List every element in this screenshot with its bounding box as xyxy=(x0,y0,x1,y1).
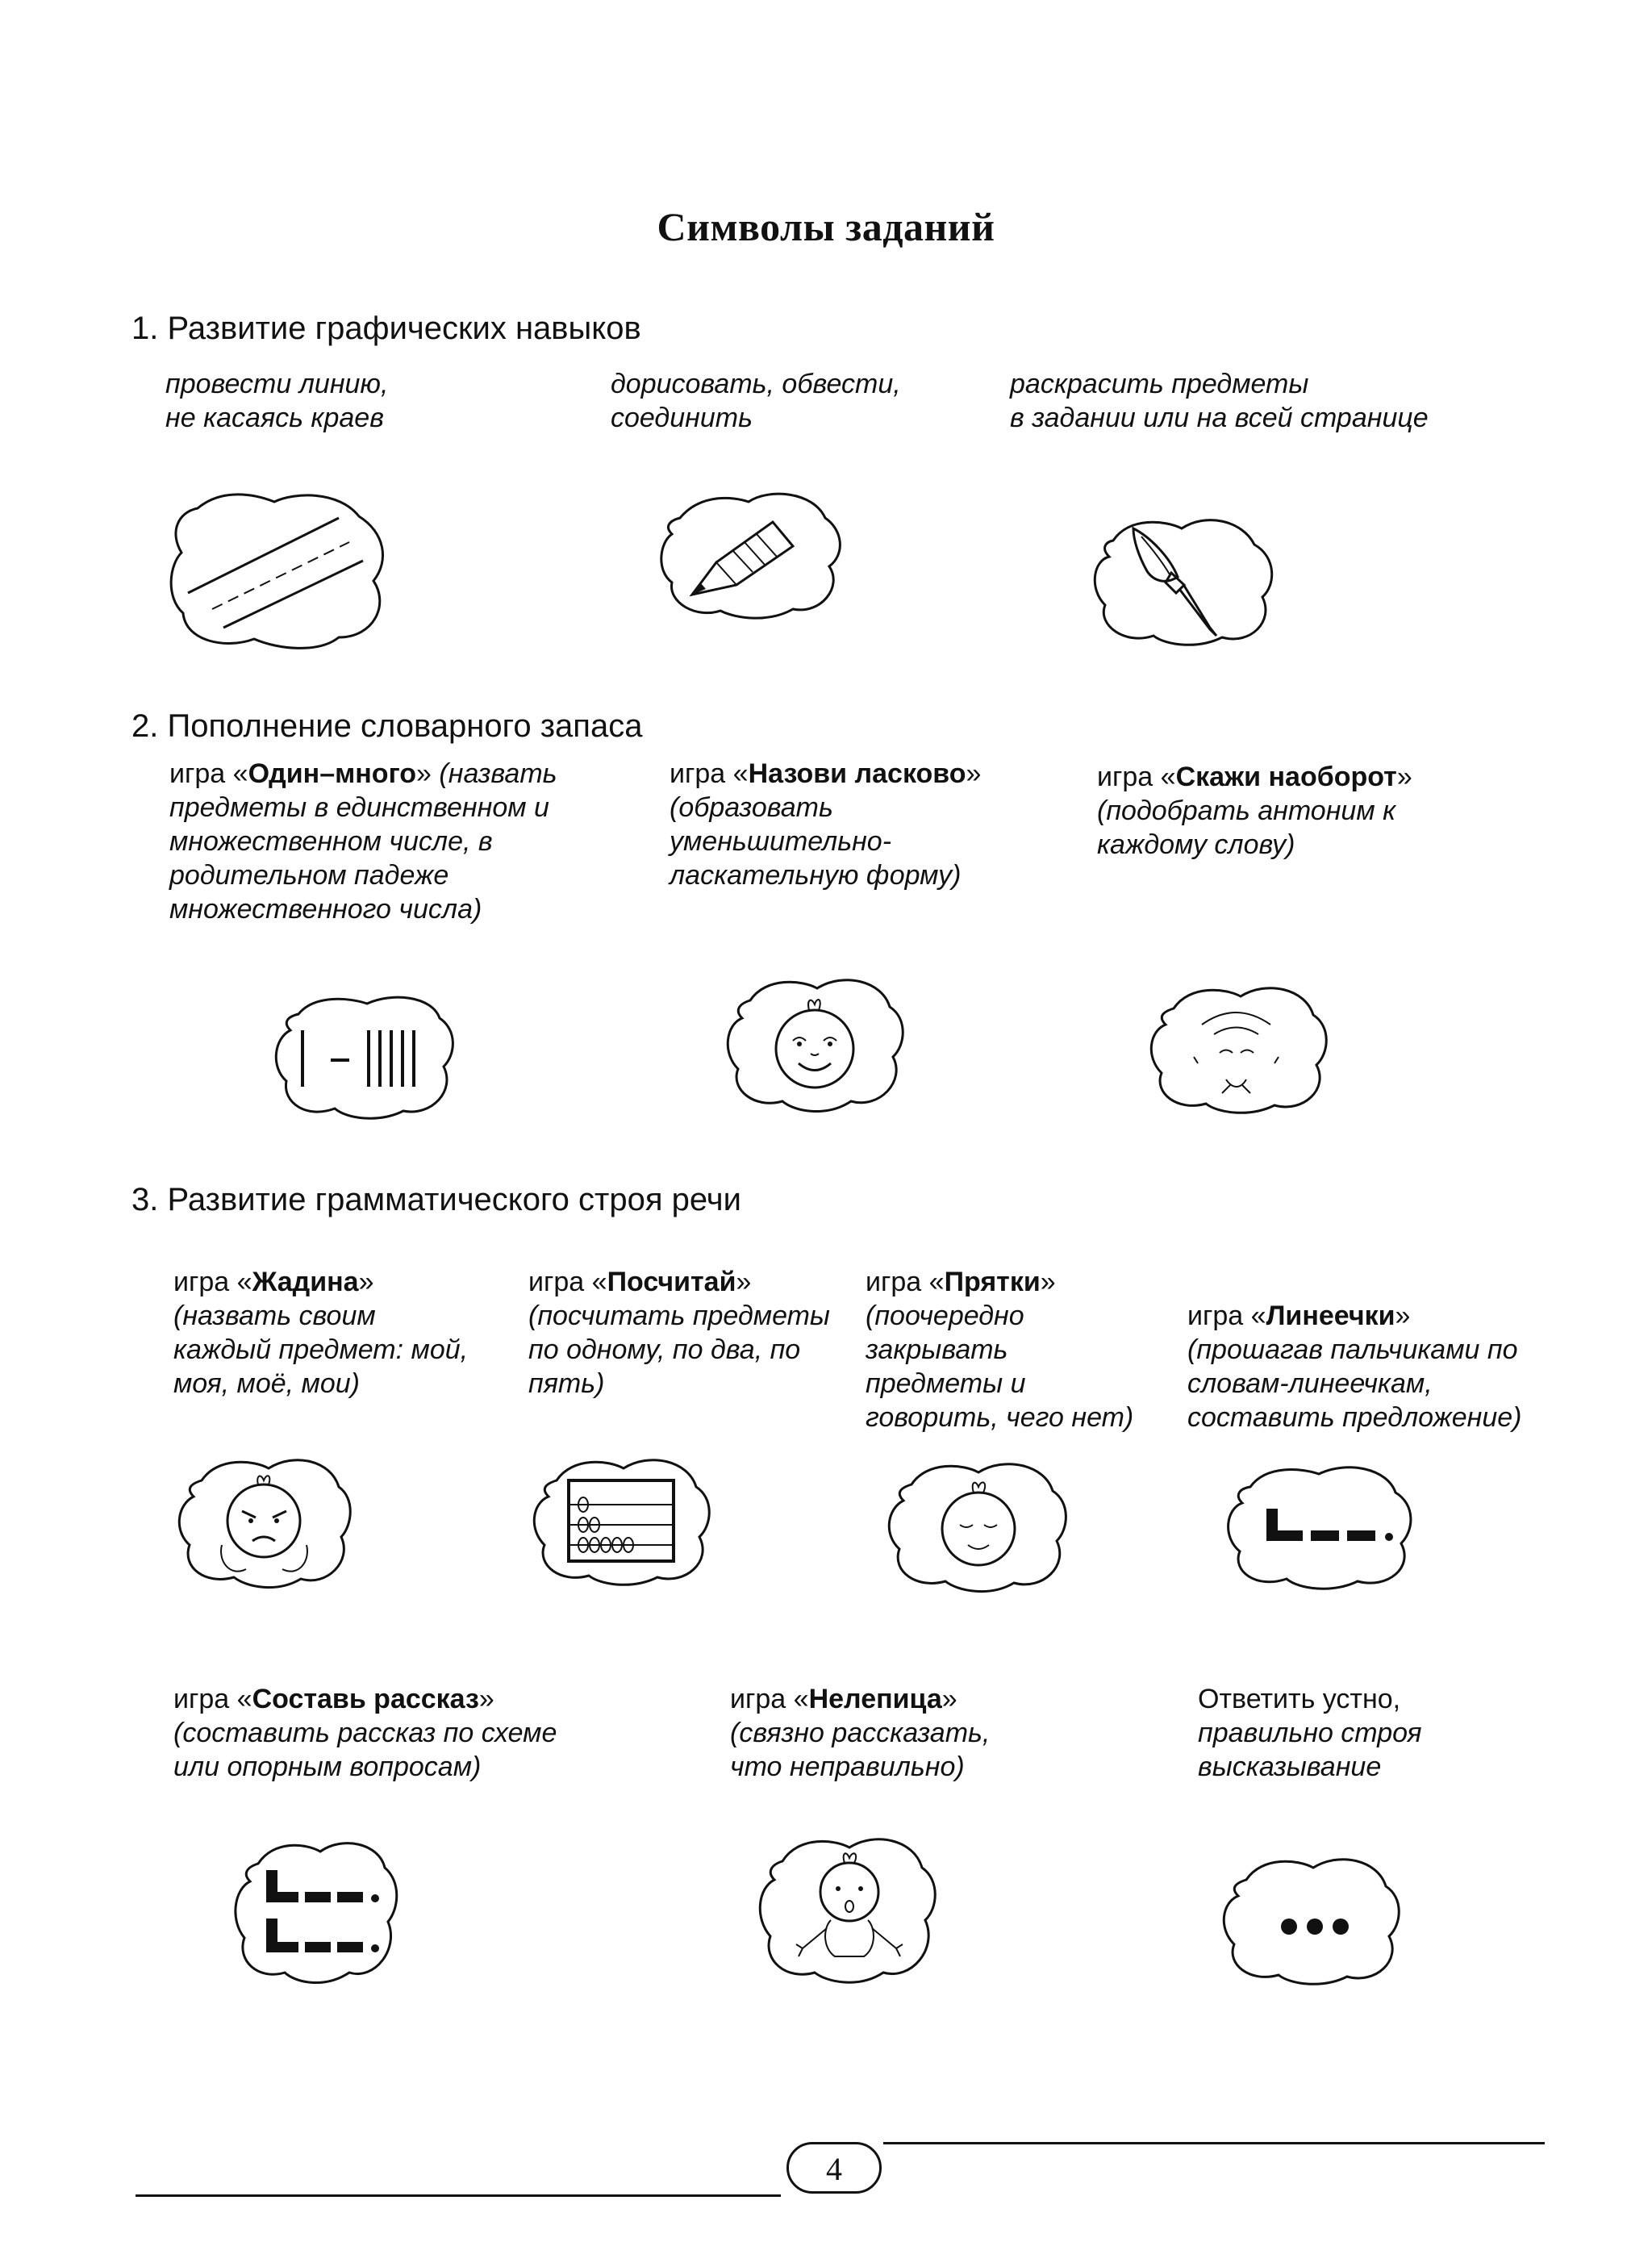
game-name: Нелепица xyxy=(808,1684,942,1714)
caption-italic: (составить рассказ по схеме или опорным вопросам) xyxy=(173,1718,557,1782)
caption-italic: (связно рассказать, что неправильно) xyxy=(730,1718,991,1782)
caption-lead: игра « xyxy=(173,1267,252,1297)
caption-greedy xyxy=(173,1265,472,1401)
surprised-baby-icon xyxy=(754,1827,940,1989)
caption-italic: (назвать своим каждый предмет: мой, моя, моё, мои) xyxy=(173,1301,469,1399)
caption-lead: игра « xyxy=(169,758,248,789)
caption-tail: » xyxy=(358,1267,374,1297)
caption-hide-seek xyxy=(866,1265,1148,1434)
caption-trace: дорисовать, обвести, соединить xyxy=(611,369,901,433)
footer-rule-right xyxy=(883,2142,1545,2144)
sentence-scheme-icon xyxy=(1222,1456,1420,1593)
caption-lead: Ответить устно, xyxy=(1198,1684,1401,1714)
caption-count xyxy=(528,1265,843,1401)
caption-lead: игра « xyxy=(1097,762,1176,792)
caption-tail: » xyxy=(941,1684,957,1714)
caption-say-opposite xyxy=(1097,760,1452,862)
caption-lead: игра « xyxy=(730,1684,809,1714)
game-name: Жадина xyxy=(252,1267,359,1297)
caption-italic: (прошагав пальчиками по словам-линеечкам, составить предложение) xyxy=(1187,1334,1522,1433)
caption-tail: » xyxy=(1395,1301,1411,1331)
caption-nonsense xyxy=(730,1682,1037,1784)
caption-tail: » xyxy=(478,1684,494,1714)
game-name: Линеечки xyxy=(1266,1301,1395,1331)
game-name: Назови ласково xyxy=(748,758,966,789)
sleeping-baby-icon xyxy=(883,1452,1073,1597)
caption-lead: игра « xyxy=(1187,1301,1266,1331)
caption-tail: » xyxy=(966,758,982,789)
section-heading-grammar: 3. Развитие грамматического строя речи xyxy=(131,1182,741,1217)
caption-lead: игра « xyxy=(173,1684,252,1714)
ellipsis-icon xyxy=(1218,1848,1404,1989)
game-name: Прятки xyxy=(944,1267,1041,1297)
game-name: Составь рассказ xyxy=(252,1684,479,1714)
caption-lead: игра « xyxy=(528,1267,607,1297)
flip-face-icon xyxy=(1145,976,1331,1117)
caption-lead: игра « xyxy=(866,1267,945,1297)
page-title: Символы заданий xyxy=(657,204,995,249)
lines-icon xyxy=(165,484,390,653)
caption-make-story xyxy=(173,1682,593,1784)
caption-italic: (образовать уменьшительно-ласкательную форму) xyxy=(670,792,962,891)
story-scheme-icon xyxy=(230,1831,399,1989)
caption-tail: » xyxy=(416,758,432,789)
caption-tail: » xyxy=(1396,762,1412,792)
caption-draw-line: провести линию, не касаясь краев xyxy=(165,369,389,433)
section-heading-graphics: 1. Развитие графических навыков xyxy=(131,311,641,346)
caption-little-lines xyxy=(1187,1299,1558,1434)
caption-tail: » xyxy=(1040,1267,1056,1297)
page-number: 4 xyxy=(786,2142,882,2194)
smiling-baby-icon xyxy=(722,968,907,1117)
game-name: Посчитай xyxy=(607,1267,736,1297)
section-heading-vocabulary: 2. Пополнение словарного запаса xyxy=(131,708,643,744)
caption-answer-orally xyxy=(1198,1682,1504,1784)
caption-one-many xyxy=(169,757,589,926)
caption-italic: (поочередно закрывать предметы и говорить, чего нет) xyxy=(866,1301,1134,1433)
pencil-icon xyxy=(656,482,845,623)
caption-italic: (посчитать предметы по одному, по два, по пять) xyxy=(528,1301,830,1399)
abacus-icon xyxy=(528,1448,714,1589)
caption-italic: (назвать предметы в единственном и множественном числе, в родительном падеже множественного числа) xyxy=(169,758,557,925)
caption-tail: » xyxy=(736,1267,752,1297)
game-name: Скажи наоборот xyxy=(1175,762,1397,792)
paintbrush-icon xyxy=(1089,508,1279,649)
caption-italic: (подобрать антоним к каждому слову) xyxy=(1097,795,1396,860)
caption-italic: правильно строя высказывание xyxy=(1198,1718,1422,1782)
game-name: Один–много xyxy=(248,758,417,789)
greedy-child-icon xyxy=(173,1448,355,1593)
footer-rule-left xyxy=(136,2194,781,2197)
caption-color: раскрасить предметы в задании или на всей странице xyxy=(1010,369,1429,433)
caption-name-kindly xyxy=(670,757,1024,892)
caption-lead: игра « xyxy=(670,758,749,789)
one-many-icon xyxy=(270,986,460,1123)
